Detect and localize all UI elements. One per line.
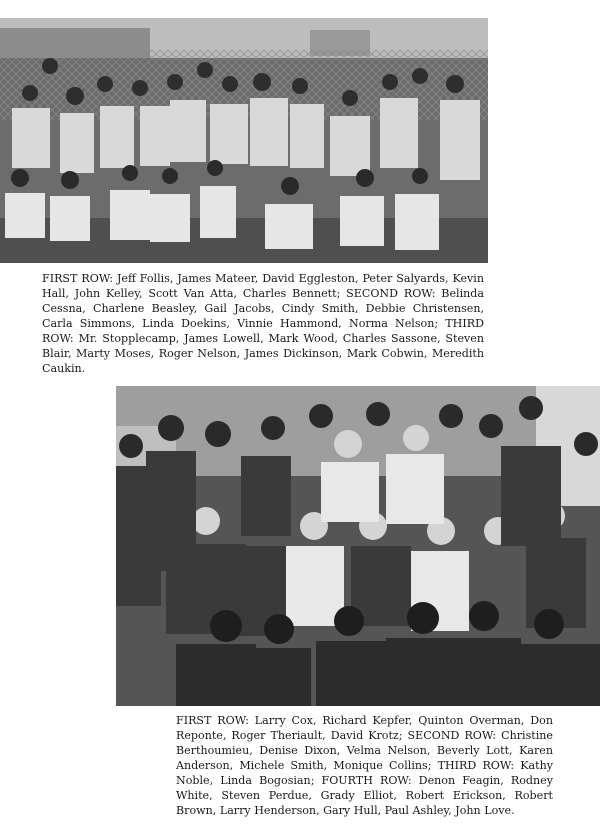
class-photo-outdoor-illustration [0, 18, 488, 263]
class-photo-indoor [116, 386, 600, 706]
photo-caption-second: FIRST ROW: Larry Cox, Richard Kepfer, Quinton Overman, Don Reponte, Roger Theriault, David Krotz; SECOND ROW: Christine Berthoumieu, Denise Dixon, Velma Nelson, Beverly Lott, Karen Anderson, Michele Smith, Monique Collins; THIRD ROW: Kathy Noble, Linda Bogosian; FOURTH ROW: Denon Feagin, Rodney White, Steven Perdue, Grady Elliot, Robert Erickson, Robert Brown, Larry Henderson, Gary Hull, Paul Ashley, John Love. [176, 714, 553, 817]
class-photo-indoor-illustration [116, 386, 600, 706]
photo-caption-first: FIRST ROW: Jeff Follis, James Mateer, David Eggleston, Peter Salyards, Kevin Hall, John Kelley, Scott Van Atta, Charles Bennett; SECOND ROW: Belinda Cessna, Charlene Beasley, Gail Jacobs, Cindy Smith, Debbie Christensen, Carla Simmons, Linda Doekins, Vinnie Hammond, Norma Nelson; THIRD ROW: Mr. Stopplecamp, James Lowell, Mark Wood, Charles Sassone, Steven Blair, Marty Moses, Roger Nelson, James Dickinson, Mark Cobwin, Meredith Caukin. [42, 272, 484, 375]
class-photo-outdoor [0, 18, 488, 263]
